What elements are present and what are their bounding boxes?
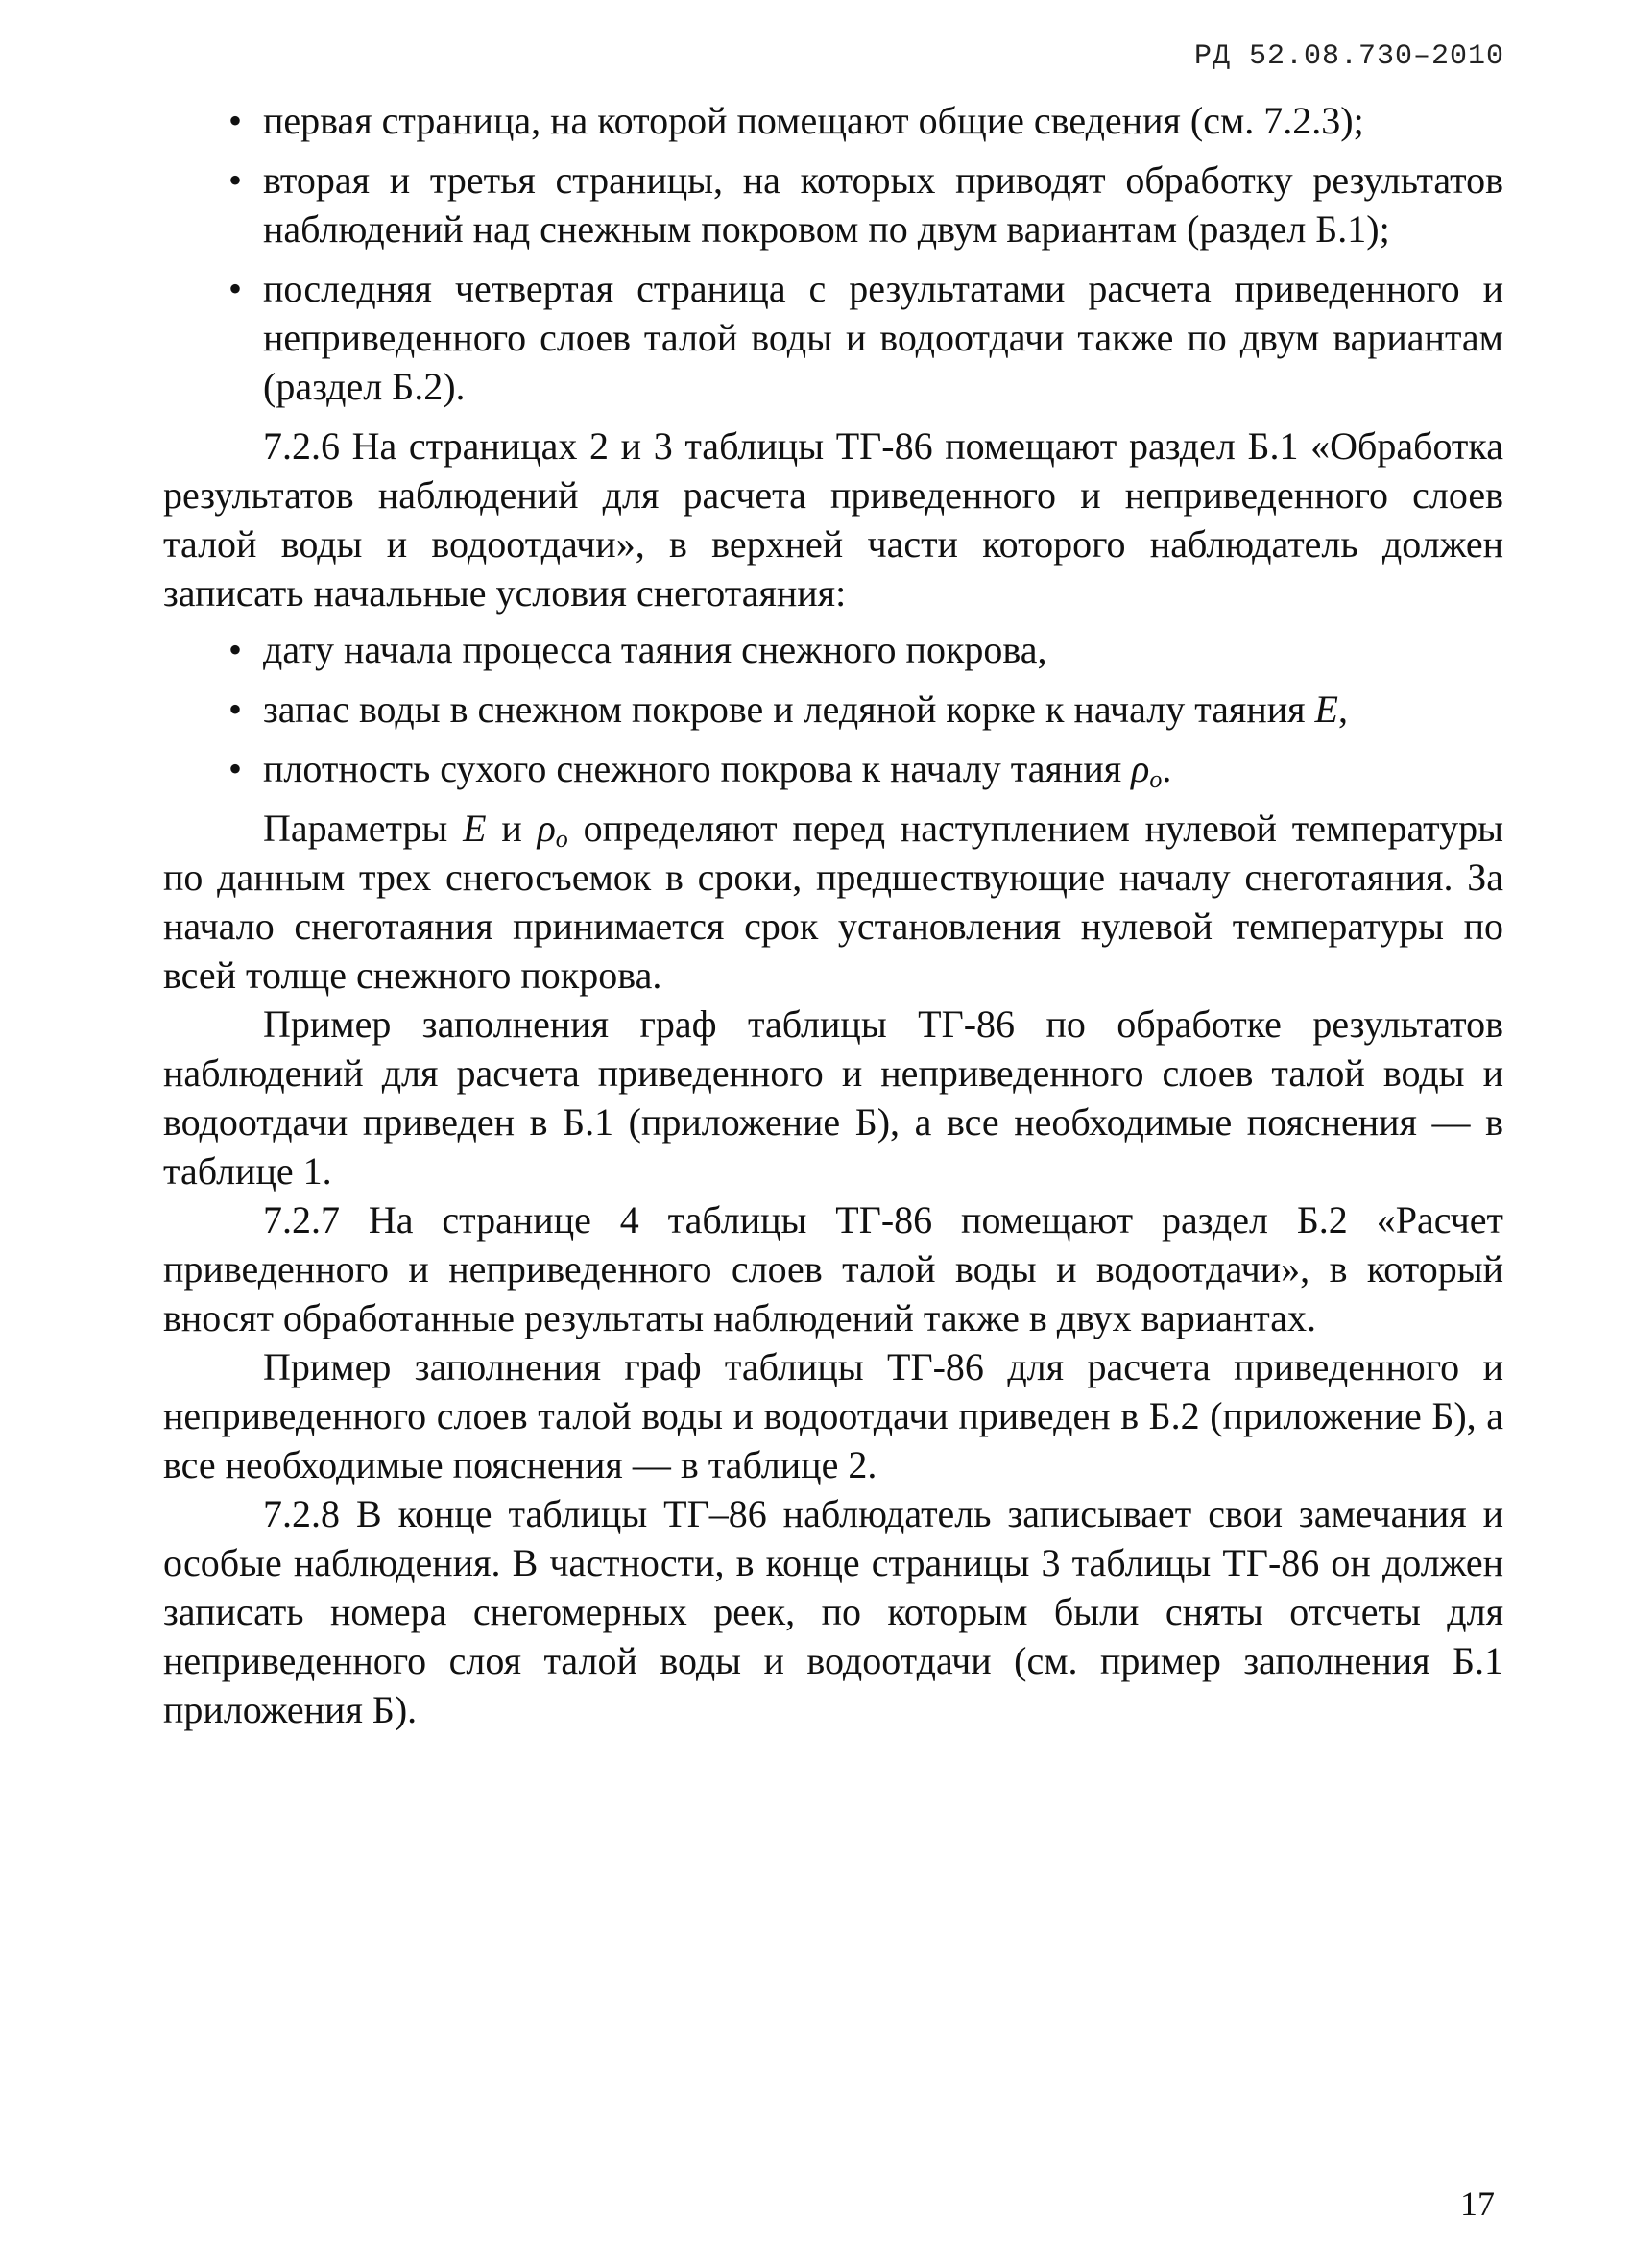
paragraph-7-2-8: 7.2.8 В конце таблицы ТГ–86 наблюдатель записывает свои замечания и особые наблюдения. В частности, в конце страницы 3 таблицы ТГ-86 он должен записать номера снегомерных реек, по которым были сняты отсчеты для неприведенного слоя талой воды и водоотдачи (см. пример заполнения Б.1 приложения Б).: [163, 1492, 1503, 1731]
bullet-melt-start-date: • дату начала процесса таяния снежного покрова,: [163, 625, 1503, 674]
paragraph-example-table-1: Пример заполнения граф таблицы ТГ-86 по обработке результатов наблюдений для расчета приведенного и неприведенного слоев талой воды и водоотдачи приведен в Б.1 (приложение Б), а все необходимые пояснения — в таблице 1.: [163, 1002, 1503, 1193]
page-body: [163, 96, 1503, 1734]
bullet-second-third-pages: • вторая и третья страницы, на которых приводят обработку результатов наблюдений над снежным покровом по двум вариантам (раздел Б.1);: [163, 156, 1503, 253]
paragraph-7-2-6: 7.2.6 На страницах 2 и 3 таблицы ТГ-86 помещают раздел Б.1 «Обработка результатов наблюдений для расчета приведенного и неприведенного слоев талой воды и водоотдачи», в верхней части которого наблюдатель должен записать начальные условия снеготаяния:: [163, 424, 1503, 615]
symbol-e: E: [1314, 688, 1338, 731]
paragraph-parameters: Параметры E и $\rho_o$ определяют перед наступлением нулевой температуры по данным трех снегосъемок в сроки, предшествующие началу снеготаяния. За начало снеготаяния принимается срок установления нулевой температуры по всей толще снежного покрова.: [163, 807, 1504, 997]
symbol-rho: ρ: [537, 807, 556, 850]
bullet-fourth-page: • последняя четвертая страница с результатами расчета приведенного и неприведенного слоев талой воды и водоотдачи также по двум вариантам (раздел Б.2).: [163, 264, 1503, 411]
document-code: РД 52.08.730–2010: [1193, 40, 1504, 73]
bullet-first-page: • первая страница, на которой помещают общие сведения (см. 7.2.3);: [163, 96, 1503, 145]
bullet-snow-density: • плотность сухого снежного покрова к началу таяния $\rho_o$.: [163, 744, 1503, 793]
bullet-snow-density-text: плотность сухого снежного покрова к началу таяния: [263, 747, 1122, 790]
symbol-rho: ρ: [1131, 747, 1150, 790]
paragraph-7-2-7: 7.2.7 На странице 4 таблицы ТГ-86 помещают раздел Б.2 «Расчет приведенного и неприведенного слоев талой воды и водоотдачи», в который вносят обработанные результаты наблюдений также в двух вариантах.: [163, 1198, 1503, 1339]
paragraph-example-table-2: Пример заполнения граф таблицы ТГ-86 для расчета приведенного и неприведенного слоев талой воды и водоотдачи приведен в Б.2 (приложение Б), а все необходимые пояснения — в таблице 2.: [163, 1345, 1503, 1486]
bullet-water-reserve-text: запас воды в снежном покрове и ледяной корке к началу таяния: [263, 688, 1306, 731]
bullet-water-reserve: • запас воды в снежном покрове и ледяной корке к началу таяния E,: [163, 685, 1503, 734]
symbol-e: E: [463, 807, 487, 850]
page-number: 17: [1460, 2184, 1495, 2223]
